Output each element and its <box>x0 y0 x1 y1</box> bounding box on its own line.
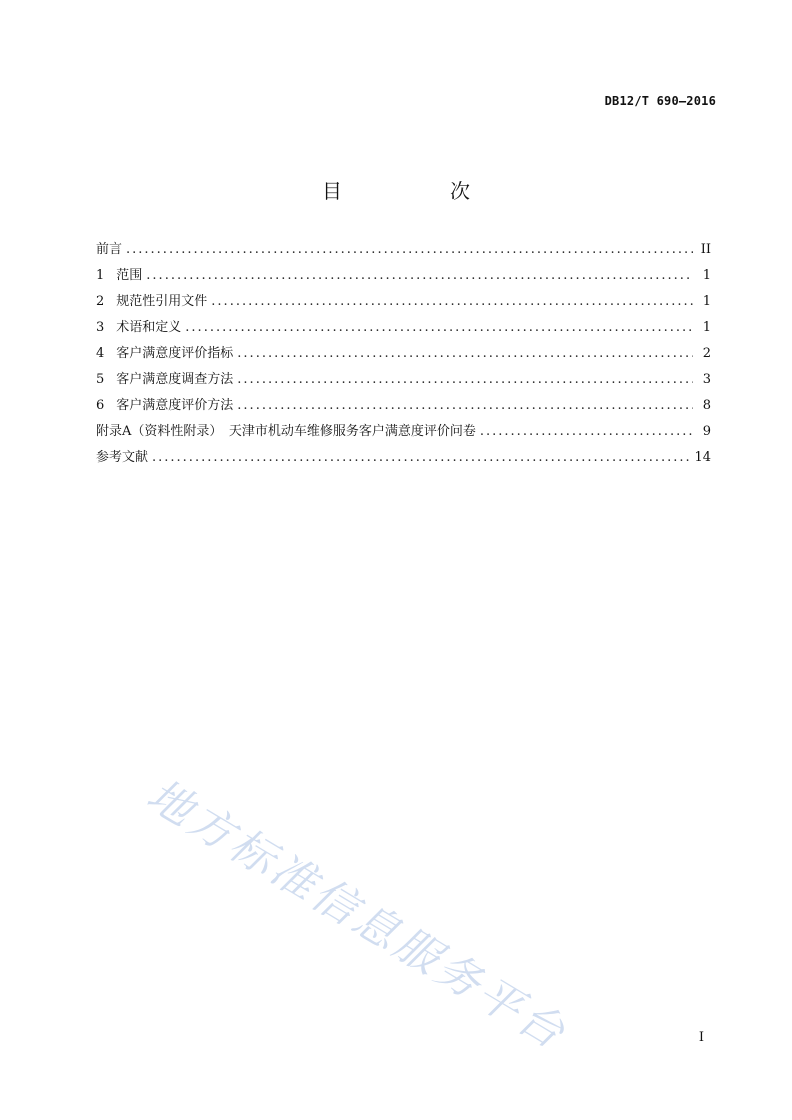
toc-leader-dots <box>126 242 693 257</box>
toc-entry-evaluation-methods[interactable] <box>96 394 711 420</box>
toc-entry-label: 规范性引用文件 <box>116 294 208 309</box>
toc-entry-number: 2 <box>96 294 105 309</box>
toc-entry-number: 6 <box>96 398 105 413</box>
toc-entry-page: 9 <box>702 424 711 439</box>
toc-entry-foreword[interactable] <box>96 238 711 264</box>
toc-title: 目 次 <box>322 179 514 203</box>
watermark: 地方标准信息服务平台 <box>138 769 576 1061</box>
toc-entry-number: 1 <box>96 268 105 283</box>
toc-entry-page: 3 <box>702 372 711 387</box>
toc-entry-page: 1 <box>702 268 711 283</box>
toc-entry-appendix-a[interactable] <box>96 420 711 446</box>
toc-entry-scope[interactable] <box>96 264 711 290</box>
toc-entry-page: 2 <box>702 346 711 361</box>
toc-entry-bibliography[interactable] <box>96 446 711 472</box>
toc-entry-page: 14 <box>694 450 711 465</box>
toc-entry-label: 客户满意度评价方法 <box>116 398 234 413</box>
toc-entry-evaluation-indicators[interactable] <box>96 342 711 368</box>
toc-entry-normative-references[interactable] <box>96 290 711 316</box>
toc-entry-page: 1 <box>702 294 711 309</box>
toc-entry-number: 4 <box>96 346 105 361</box>
toc-leader-dots <box>480 424 693 439</box>
table-of-contents <box>96 238 711 472</box>
toc-entry-label: 术语和定义 <box>116 320 182 335</box>
toc-leader-dots <box>185 320 693 335</box>
toc-entry-page: II <box>700 242 711 257</box>
toc-entry-label: 范围 <box>116 268 143 283</box>
toc-leader-dots <box>237 398 693 413</box>
toc-entry-number: 3 <box>96 320 105 335</box>
toc-entry-label: 前言 <box>96 242 123 257</box>
toc-entry-survey-methods[interactable] <box>96 368 711 394</box>
toc-leader-dots <box>237 372 693 387</box>
toc-leader-dots <box>152 450 690 465</box>
toc-leader-dots <box>211 294 693 309</box>
toc-entry-page: 8 <box>702 398 711 413</box>
toc-leader-dots <box>146 268 693 283</box>
toc-entry-terms-definitions[interactable] <box>96 316 711 342</box>
document-code: DB12/T 690—2016 <box>604 94 716 108</box>
toc-entry-label: 参考文献 <box>96 450 149 465</box>
toc-entry-page: 1 <box>702 320 711 335</box>
toc-leader-dots <box>237 346 693 361</box>
toc-entry-label: 附录A（资料性附录） 天津市机动车维修服务客户满意度评价问卷 <box>96 424 476 439</box>
page-number: I <box>698 1030 704 1045</box>
toc-entry-label: 客户满意度评价指标 <box>116 346 234 361</box>
toc-entry-label: 客户满意度调查方法 <box>116 372 234 387</box>
toc-entry-number: 5 <box>96 372 105 387</box>
